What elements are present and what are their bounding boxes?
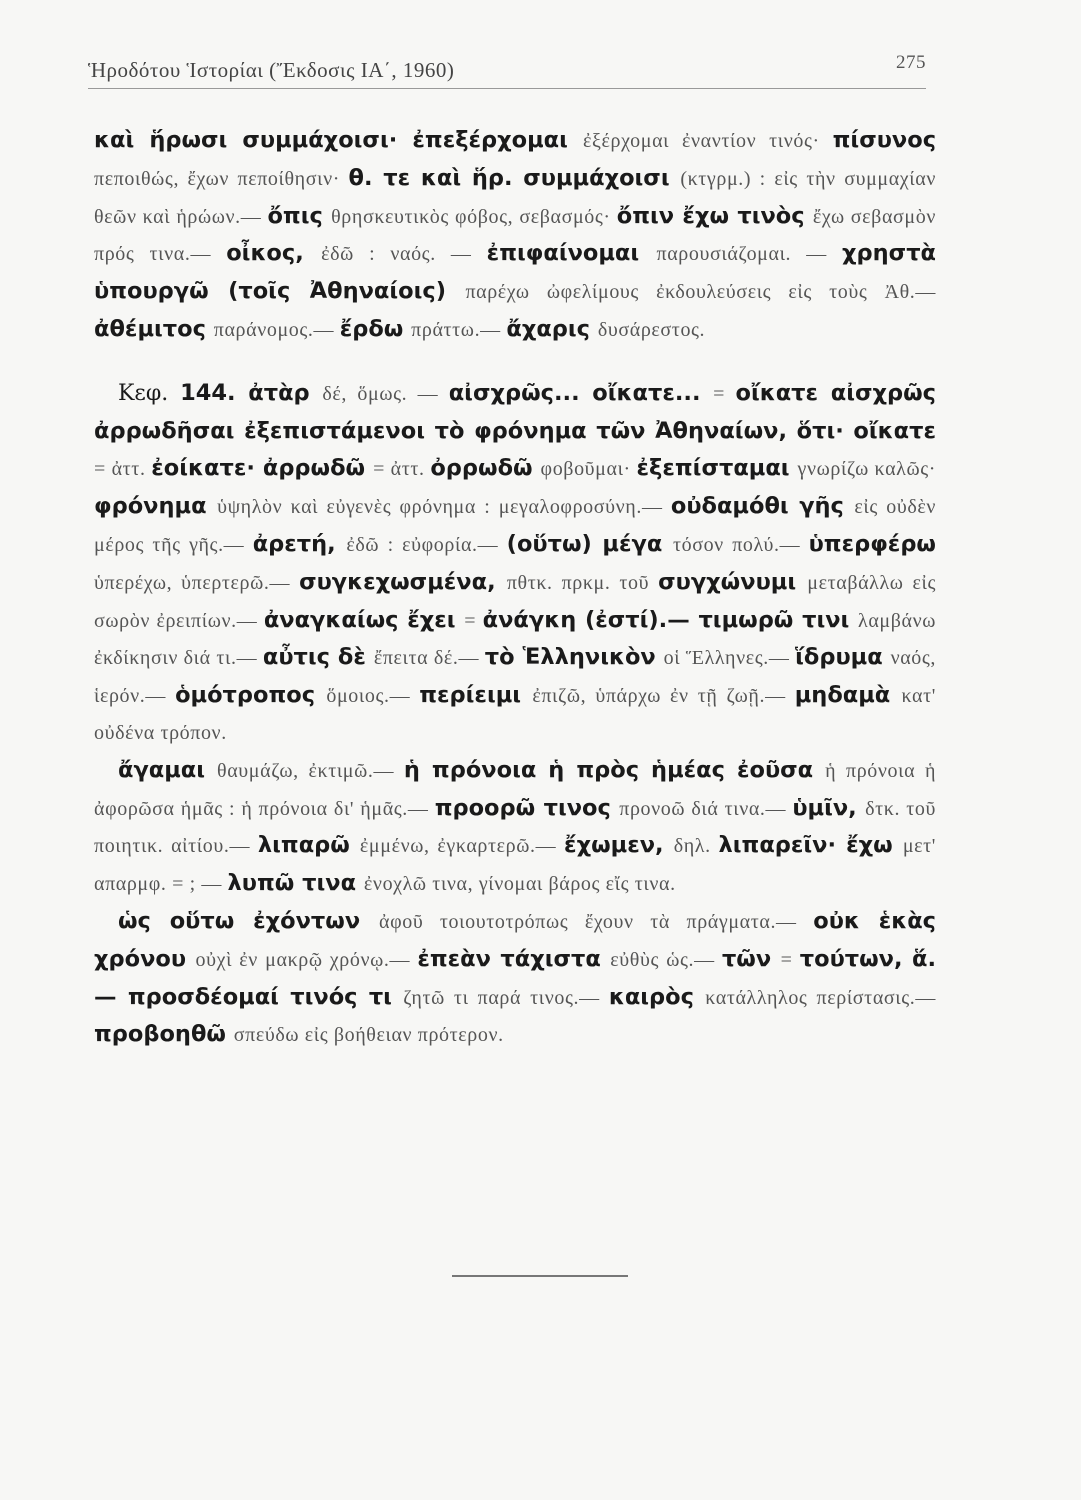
gloss: ἐξέρχομαι ἐναντίον τινός· [583,130,833,152]
gloss: = ἀττ. [373,458,431,481]
lemma: ἔχωμεν, [564,832,674,859]
gloss: = ἀττ. [94,458,152,481]
paragraph [94,122,936,349]
lemma: ἀναγκαίως ἔχει [263,606,465,633]
lemma: ὑπερφέρω [808,530,936,557]
gloss: κατάλληλος περίστασις.— [705,986,936,1009]
gloss: ἔχω σεβασμὸν πρός τινα.— [94,205,936,266]
gloss: κατ' οὐδένα τρόπον. [94,685,936,744]
lemma: λιπαρῶ [257,832,360,859]
lemma: τιμωρῶ τινι [698,606,859,633]
gloss: φοβοῦμαι· [540,458,637,481]
gloss: πθτκ. πρκμ. τοῦ [506,571,659,594]
lemma: ὡς οὕτω ἐχόντων [118,907,379,934]
lemma: τινα [302,870,364,897]
lemma: ἀρετή, [252,530,347,557]
lemma: (οὕτω) μέγα [506,530,673,557]
gloss: ἡ πρόνοια ἡ ἀφορῶσα ἡμᾶς : ἡ πρόνοια δι' ἡμᾶς.— [94,759,937,820]
lemma: ἡ πρόνοια ἡ πρὸς ἡμέας ἐοῦσα [403,756,826,783]
header-rule [88,88,926,89]
lemma: ἐξεπίσταμαι [636,455,798,482]
lemma: θ. τε καὶ ἥρ. συμμάχοισι [348,164,681,191]
gloss: ἀφοῦ τοιουτοτρόπως ἔχουν τὰ πράγματα.— [379,910,814,933]
lemma: ἐπιφαίνομαι [486,240,657,267]
gloss: ὑψηλὸν καὶ εὐγενὲς φρόνημα : μεγαλοφροσύνη.— [217,496,671,519]
paragraph [94,903,936,1054]
gloss: προνοῶ διά τινα.— [619,797,793,820]
lemma: πίσυνος [832,127,937,153]
commentary-body [94,122,936,1054]
gloss: ἐπιζῶ, ὑπάρχω ἐν τῇ ζωῇ.— [532,685,795,708]
gloss: πράττω.— [411,318,507,341]
running-title: Ἡροδότου Ἱστορίαι (Ἔκδοσις ΙΑ΄, 1960) [88,58,455,82]
lemma: τὸ Ἑλληνικὸν [484,644,664,671]
lemma: ἄγαμαι [118,756,218,783]
gloss: δηλ. [673,835,719,858]
footer-rule [452,1275,628,1277]
gloss: ἐμμένω, ἐγκαρτερῶ.— [359,835,565,858]
page-number: 275 [896,52,926,73]
lemma: (τοῖς Ἀθηναίοις) [228,278,466,305]
lemma: αὖτις δὲ [262,644,374,671]
lemma: ὄπιν ἔχω τινὸς [616,202,813,229]
gloss: μεταβάλλω εἰς σωρὸν ἐρειπίων.— [94,571,936,632]
lemma: ὑμῖν, [792,794,866,821]
lemma: προβοηθῶ [94,1021,234,1048]
gloss: οὐχὶ ἐν μακρῷ χρόνῳ.— [195,948,418,971]
gloss: δέ, ὅμως. — [322,382,449,405]
gloss: δτκ. τοῦ ποιητικ. αἰτίου.— [94,797,936,858]
paragraph [94,375,936,752]
lemma: 144. [180,379,249,406]
lemma: ὀρρωδῶ [430,455,541,482]
lemma: τούτων, ἅ.— [94,945,937,1010]
gloss: παρέχω ὠφελίμους ἐκδουλεύσεις εἰς τοὺς Ἀθ.— [465,281,936,304]
running-header [88,52,926,83]
lemma: καὶ ἥρωσι συμμάχοισι· [94,127,413,153]
lemma: ὄπις [267,202,332,229]
gloss: εὐθὺς ὡς.— [610,948,722,971]
lemma: χρηστὰ ὑπουργῶ [94,240,937,305]
lemma: ὅτι· οἴκατε [796,417,936,444]
gloss: εἰς οὐδὲν μέρος τῆς γῆς.— [94,496,936,556]
gloss: γνωρίζω καλῶς· [797,458,936,481]
gloss: οἱ Ἕλληνες.— [663,647,796,670]
gloss: ναός, ἱερόν.— [94,647,937,708]
lemma: προσδέομαί τινός τι [127,983,404,1010]
gloss: ἐνοχλῶ τινα, γίνομαι βάρος εἴς τινα. [363,873,676,896]
lemma: ἀνάγκη [482,606,585,633]
gloss: παρουσιάζομαι. — [656,243,843,266]
gloss: δυσάρεστος. [597,318,706,341]
lemma: ἐπεξέρχομαι [412,127,584,153]
lemma: συγκεχωσμένα, [299,568,507,595]
gloss: ἐδῶ : ναός. — [321,243,487,266]
lemma: ἀθέμιτος [94,315,214,342]
lemma: ὁμότροπος [175,682,327,709]
gloss: μετ' απαρμφ. = ; — [94,835,936,896]
gloss: πεποιθώς, ἔχων πεποίθησιν· [94,167,349,190]
lemma: αἰσχρῶς ἀρρωδῆσαι ἐξεπιστάμενοι τὸ φρόνημα τῶν Ἀθηναίων, [94,379,936,444]
lemma: οὐδαμόθι γῆς [670,493,855,520]
lemma: ἐπεὰν τάχιστα [417,945,611,972]
paragraph [94,752,936,903]
gloss: ὅμοιος.— [326,685,420,708]
gloss: παράνομος.— [213,318,340,341]
lemma: οἶκος, [226,240,322,267]
lemma: ἀτὰρ [248,379,323,406]
gloss: ἐδῶ : εὐφορία.— [346,533,507,556]
lemma: τῶν [721,945,781,972]
lemma: ἐοίκατε· [151,455,263,482]
gloss: = [780,948,800,971]
gloss: σπεύδω εἰς βοήθειαν πρότερον. [233,1024,504,1047]
lemma: ἔρδω [339,315,412,342]
lemma: οὐκ ἑκὰς χρόνου [94,907,936,972]
lemma: οἴκατε [735,379,831,406]
gloss: ὑπερέχω, ὑπερτερῶ.— [94,571,300,594]
text-run: Κεφ. [118,380,181,406]
lemma: περίειμι [419,682,533,709]
gloss: τόσον πολύ.— [672,533,809,556]
paragraph-gap [94,349,936,375]
lemma: λυπῶ [227,870,303,897]
gloss: λαμβάνω ἐκδίκησιν διά τι.— [94,609,936,670]
gloss: θρησκευτικὸς φόβος, σεβασμός· [331,205,617,228]
gloss: ἔπειτα δέ.— [373,647,485,670]
lemma: προορῶ τινος [434,794,620,821]
gloss: (κτγρμ.) : εἰς τὴν συμμαχίαν θεῶν καὶ ἡρώων.— [94,167,936,228]
gloss: θαυμάζω, ἐκτιμῶ.— [217,759,404,782]
lemma: καιρὸς [608,983,706,1010]
lemma: λιπαρεῖν· ἔχω [718,832,903,859]
lemma: ἀρρωδῶ [262,455,374,482]
lemma: αἰσχρῶς... οἴκατε... [448,379,714,406]
lemma: ἄχαρις [506,315,598,342]
lemma: φρόνημα [94,493,218,520]
gloss: ζητῶ τι παρά τινος.— [403,986,609,1009]
gloss: = [713,382,736,405]
lemma: (ἐστί).— [584,606,699,633]
lemma: ἵδρυμα [795,644,891,671]
lemma: συγχώνυμι [658,568,808,595]
gloss: = [464,609,483,632]
lemma: μηδαμὰ [794,682,902,709]
